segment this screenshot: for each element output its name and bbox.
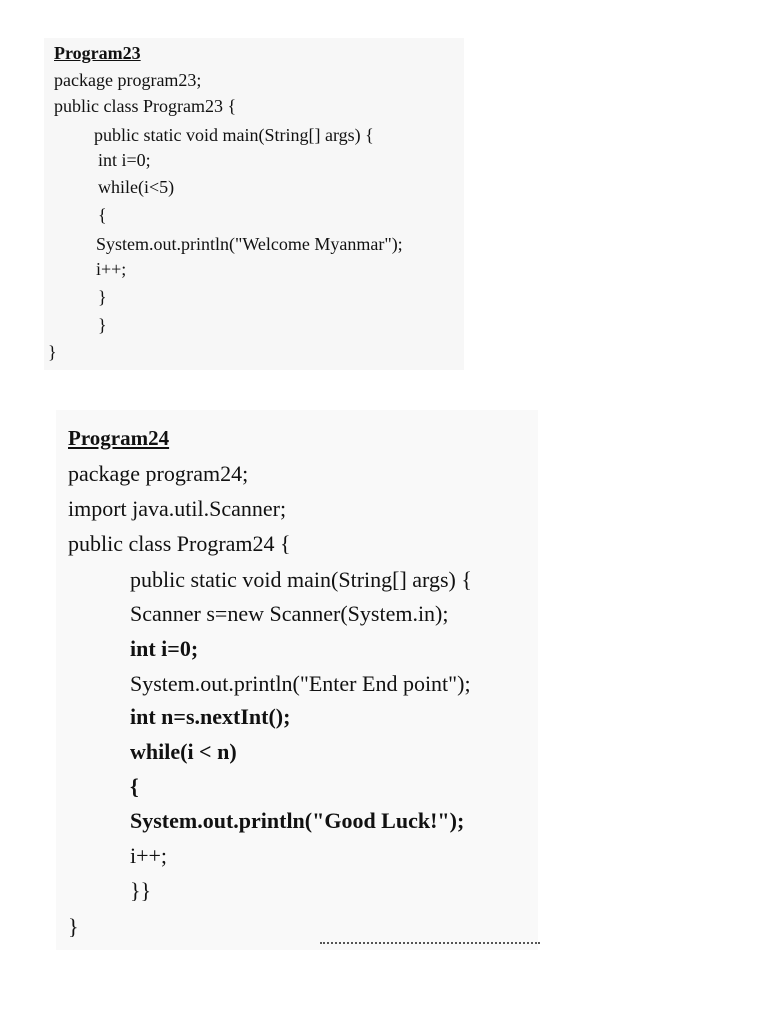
code-line: package program24; [68,461,249,486]
program24-title: Program24 [68,426,170,450]
code-line: while(i<5) [98,177,175,197]
code-line: public static void main(String[] args) { [130,567,472,592]
code-line: i++; [130,843,168,868]
code-line: } [68,914,79,939]
code-line: int n=s.nextInt(); [130,704,291,729]
code-line: public class Program24 { [68,531,291,556]
code-line: System.out.println("Good Luck!"); [130,808,465,833]
code-line: } [98,315,107,335]
code-line: int i=0; [130,636,199,661]
code-line: }} [130,878,152,903]
code-line: int i=0; [98,150,151,170]
code-line: i++; [96,259,127,279]
program23-scan [44,38,464,370]
code-line: public static void main(String[] args) { [94,125,374,145]
code-line: } [48,342,57,362]
code-line: Scanner s=new Scanner(System.in); [130,601,449,626]
program23-title: Program23 [54,43,141,63]
code-line: { [98,205,107,225]
code-line: package program23; [54,70,202,90]
code-line: System.out.println("Welcome Myanmar"); [96,234,403,254]
program24-scan [56,410,538,950]
code-line: import java.util.Scanner; [68,496,287,521]
code-line: public class Program23 { [54,96,237,116]
code-line: while(i < n) [130,739,237,764]
code-line: { [130,774,139,799]
code-line: System.out.println("Enter End point"); [130,671,471,696]
scan-edge-dots [320,942,540,950]
code-line: } [98,287,107,307]
